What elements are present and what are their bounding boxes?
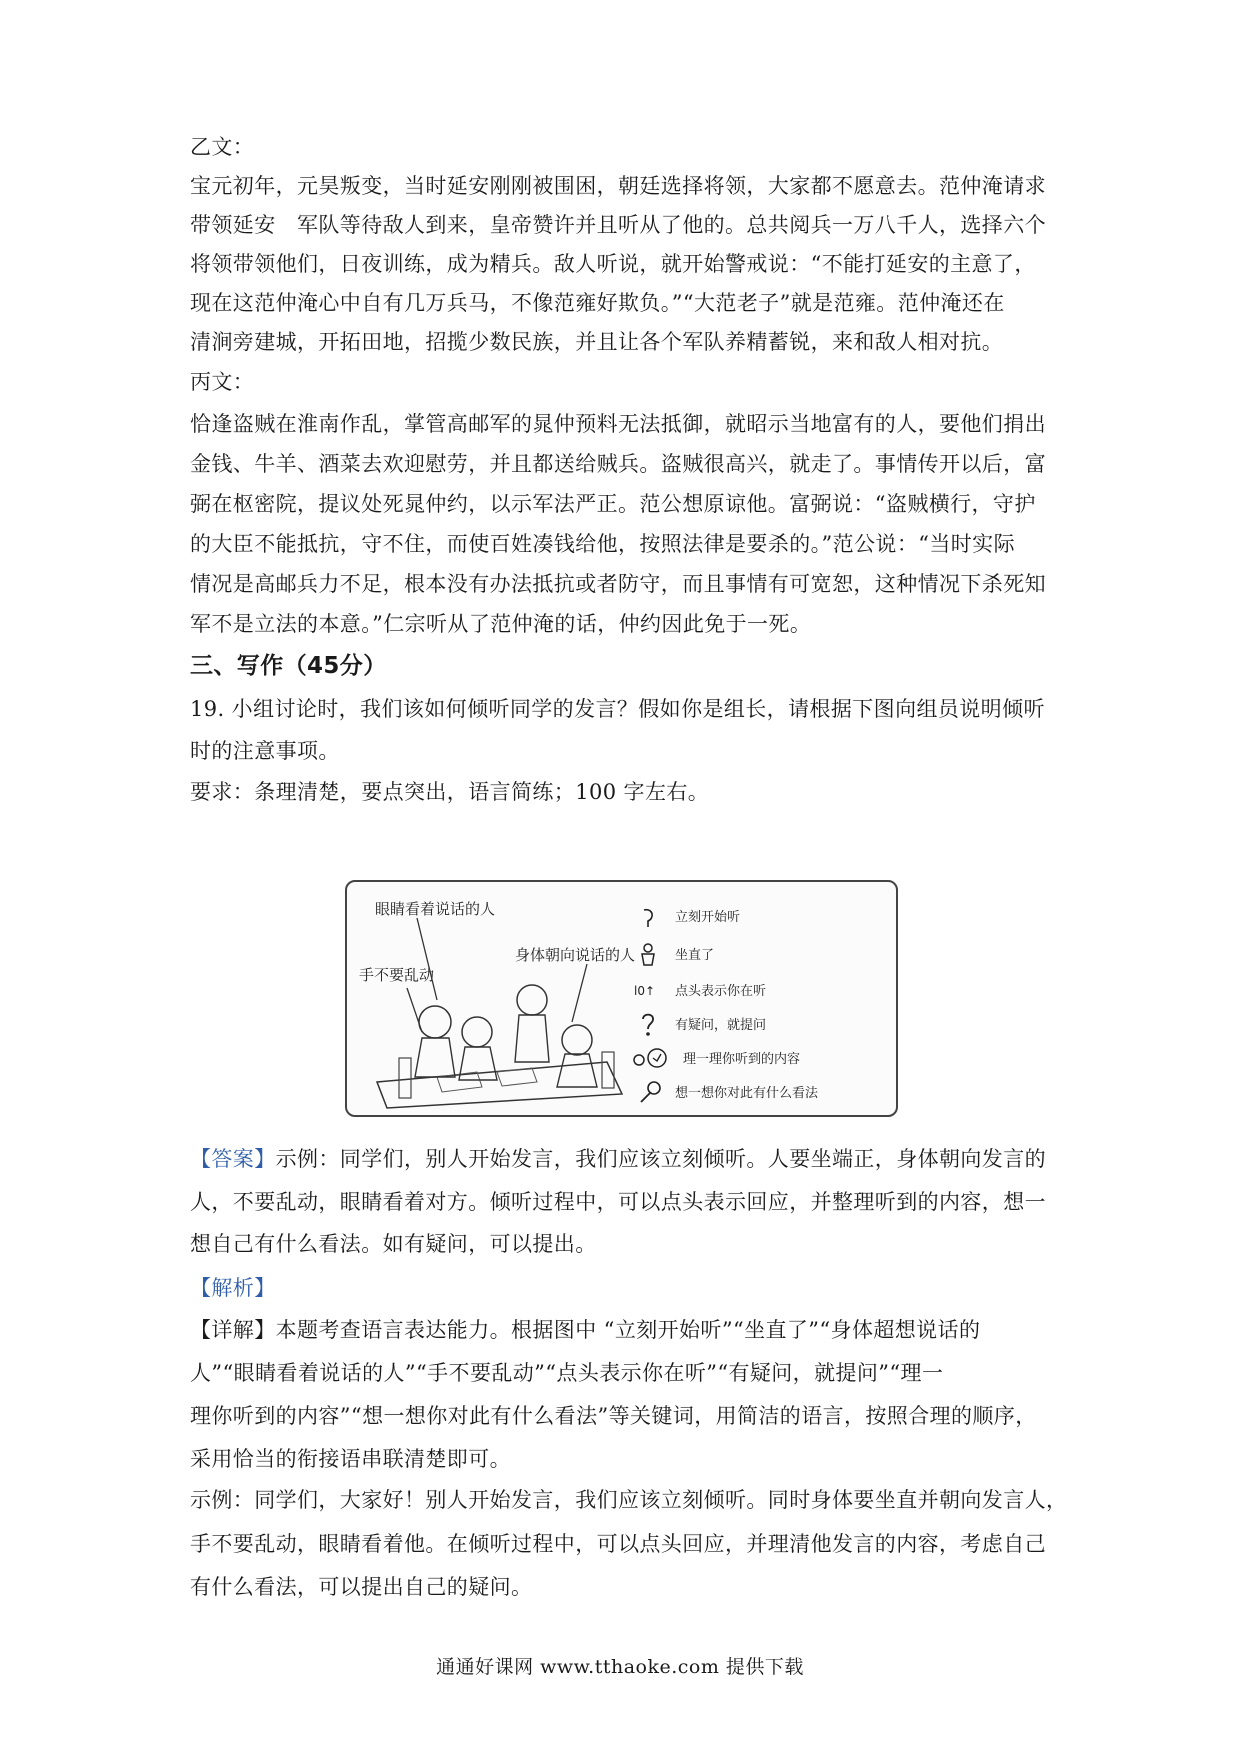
tip-sit-straight: 坐直了 (675, 948, 715, 963)
section-label-yi: 乙文： (190, 135, 255, 159)
sit-straight-icon (637, 942, 659, 968)
detail-line (190, 1316, 1060, 1344)
tip-listen: 立刻开始听 (675, 910, 741, 925)
example-line: 有什么看法，可以提出自己的疑问。 (190, 1575, 533, 1599)
label-body: 身体朝向说话的人 (515, 946, 636, 964)
paragraph-line: 带领延安 军队等待敌人到来，皇帝赞许并且听从了他的。总共阅兵一万八千人，选择六个 (190, 213, 1046, 237)
paragraph-line: 清涧旁建城，开拓田地，招揽少数民族，并且让各个军队养精蓄锐，来和敌人相对抗。 (190, 330, 1004, 354)
label-hands: 手不要乱动 (359, 966, 435, 984)
ear-icon (637, 906, 659, 930)
example-line: 示例：同学们，大家好！别人开始发言，我们应该立刻倾听。同时身体要坐直并朝向发言人， (190, 1488, 1068, 1512)
answer-line: 人，不要乱动，眼睛看着对方。倾听过程中，可以点头表示回应，并整理听到的内容，想一 (190, 1190, 1046, 1214)
answer-text: 示例：同学们，别人开始发言，我们应该立刻倾听。人要坐端正，身体朝向发言的 (275, 1147, 1047, 1171)
tip-nod: 点头表示你在听 (675, 984, 767, 999)
answer-line (190, 1145, 1060, 1173)
footer-source: 通通好课网 www.tthaoke.com 提供下载 (436, 1656, 804, 1678)
answer-tag: 【答案】 (190, 1147, 276, 1171)
detail-line: 人”“眼睛看着说话的人”“手不要乱动”“点头表示你在听”“有疑问，就提问”“理一 (190, 1361, 944, 1385)
question-icon (637, 1012, 659, 1038)
section-heading: 三、写作（45分） (190, 653, 387, 679)
paragraph-line: 现在这范仲淹心中自有几万兵马，不像范雍好欺负。”“大范老子”就是范雍。范仲淹还在 (190, 291, 1005, 315)
paragraph-line: 宝元初年，元昊叛变，当时延安刚刚被围困，朝廷选择将领，大家都不愿意去。范仲淹请求 (190, 174, 1046, 198)
analysis-tag: 【解析】 (190, 1276, 276, 1300)
paragraph-line: 弼在枢密院，提议处死晁仲约，以示军法严正。范公想原谅他。富弼说：“盗贼横行，守护 (190, 492, 1036, 516)
think-icon (637, 1080, 663, 1104)
detail-text: 本题考查语言表达能力。根据图中 “立刻开始听”“坐直了”“身体超想说话的 (275, 1318, 981, 1342)
paragraph-line: 金钱、牛羊、酒菜去欢迎慰劳，并且都送给贼兵。盗贼很高兴，就走了。事情传开以后，富 (190, 452, 1046, 476)
detail-line: 采用恰当的衔接语串联清楚即可。 (190, 1447, 511, 1471)
paragraph-line: 恰逢盗贼在淮南作乱，掌管高邮军的晁仲预料无法抵御，就昭示当地富有的人，要他们捐出 (190, 412, 1046, 436)
requirement-line: 要求：条理清楚，要点突出，语言简练；100 字左右。 (190, 780, 710, 804)
paragraph-line: 将领带领他们，日夜训练，成为精兵。敌人听说，就开始警戒说：“不能打延安的主意了， (190, 252, 1036, 276)
section-label-bing: 丙文： (190, 370, 255, 394)
paragraph-line: 军不是立法的本意。”仁宗听从了范仲淹的话，仲约因此免于一死。 (190, 612, 812, 636)
paragraph-line: 情况是高邮兵力不足，根本没有办法抵抗或者防守，而且事情有可宽恕，这种情况下杀死知 (190, 572, 1046, 596)
children-drawing (347, 882, 647, 1115)
nod-icon (633, 980, 663, 1002)
detail-line: 理你听到的内容”“想一想你对此有什么看法”等关键词，用简洁的语言，按照合理的顺序， (190, 1404, 1037, 1428)
example-line: 手不要乱动，眼睛看着他。在倾听过程中，可以点头回应，并理清他发言的内容，考虑自己 (190, 1532, 1046, 1556)
tip-organize: 理一理你听到的内容 (683, 1052, 801, 1067)
svg-text:l0↑: l0↑ (634, 984, 656, 998)
organize-icon (631, 1046, 671, 1070)
listening-illustration (345, 880, 898, 1117)
paragraph-line: 的大臣不能抵抗，守不住，而使百姓凑钱给他，按照法律是要杀的。”范公说：“当时实际 (190, 532, 1015, 556)
question-line: 时的注意事项。 (190, 739, 340, 763)
question-line: 19. 小组讨论时，我们该如何倾听同学的发言？假如你是组长，请根据下图向组员说明倾听 (190, 697, 1045, 721)
detail-tag: 【详解】 (190, 1318, 276, 1342)
answer-line: 想自己有什么看法。如有疑问，可以提出。 (190, 1232, 597, 1256)
tip-ask: 有疑问，就提问 (675, 1018, 767, 1033)
label-eyes: 眼睛看着说话的人 (375, 900, 496, 918)
tip-think: 想一想你对此有什么看法 (675, 1086, 819, 1101)
